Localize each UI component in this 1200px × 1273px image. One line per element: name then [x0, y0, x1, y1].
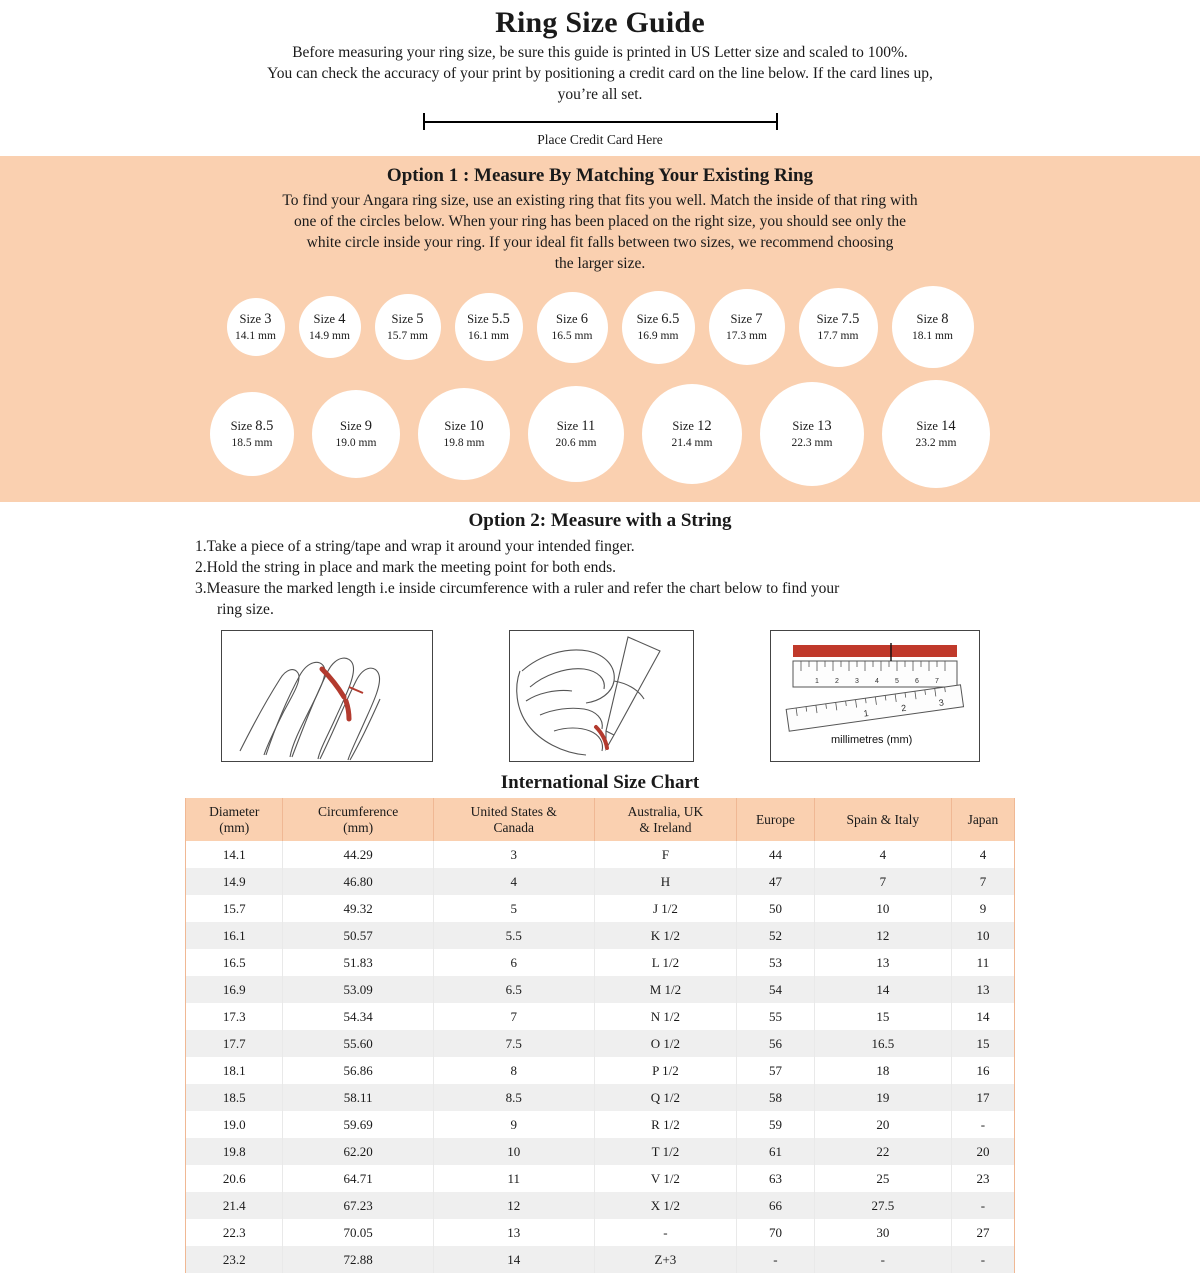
table-cell: 14: [433, 1246, 594, 1273]
table-header-row: [186, 798, 1015, 841]
table-cell: 11: [433, 1165, 594, 1192]
option-2-step-3-continued: ring size.: [217, 601, 274, 618]
table-cell: -: [951, 1192, 1014, 1219]
table-cell: 22.3: [186, 1219, 283, 1246]
table-cell: 19.8: [186, 1138, 283, 1165]
table-cell: 47: [737, 868, 815, 895]
column-header: Spain & Italy: [814, 798, 951, 841]
ring-diameter-label: 18.1 mm: [912, 329, 953, 342]
table-cell: 55.60: [283, 1030, 433, 1057]
credit-card-label: Place Credit Card Here: [537, 132, 663, 147]
column-header: Diameter (mm): [186, 798, 283, 841]
ring-diameter-label: 16.5 mm: [551, 329, 593, 342]
option-1-body: [200, 190, 1000, 274]
ring-diameter-label: 17.7 mm: [817, 329, 859, 342]
table-cell: 12: [814, 922, 951, 949]
table-cell: -: [951, 1111, 1014, 1138]
svg-text:2: 2: [899, 702, 907, 714]
table-row: [186, 1057, 1015, 1084]
ring-diameter-label: 22.3 mm: [791, 436, 833, 449]
ring-diameter-label: 18.5 mm: [231, 436, 273, 449]
table-row: [186, 1084, 1015, 1111]
table-cell: N 1/2: [594, 1003, 736, 1030]
table-cell: 44: [737, 841, 815, 868]
ruler-unit-label: millimetres (mm): [830, 734, 912, 746]
table-cell: 61: [737, 1138, 815, 1165]
ring-diameter-label: 20.6 mm: [555, 436, 597, 449]
ring-size-circle[interactable]: [642, 384, 742, 484]
table-cell: 14: [951, 1003, 1014, 1030]
table-cell: 17: [951, 1084, 1014, 1111]
table-cell: 54: [737, 976, 815, 1003]
table-cell: 14.9: [186, 868, 283, 895]
string-on-finger-drawing: [222, 631, 432, 761]
table-cell: 70.05: [283, 1219, 433, 1246]
option-1-line-3: white circle inside your ring. If your ideal fit falls between two sizes, we recommend choosing: [306, 234, 894, 251]
ring-size-label: Size 14: [916, 418, 956, 435]
intro-text: [185, 42, 1015, 105]
ring-size-circle[interactable]: [312, 390, 400, 478]
table-row: [186, 949, 1015, 976]
table-cell: H: [594, 868, 736, 895]
table-cell: 23: [951, 1165, 1014, 1192]
table-cell: 51.83: [283, 949, 433, 976]
ring-circle-row-1: [0, 286, 1200, 368]
table-cell: 18.5: [186, 1084, 283, 1111]
intro-line-3: you’re all set.: [557, 86, 643, 103]
ring-diameter-label: 17.3 mm: [726, 329, 767, 342]
illustration-ruler: [770, 630, 980, 762]
ring-size-circle[interactable]: [882, 380, 990, 488]
svg-text:1: 1: [814, 678, 819, 685]
table-cell: 20: [814, 1111, 951, 1138]
table-cell: 56.86: [283, 1057, 433, 1084]
option-2-step-2: 2.Hold the string in place and mark the meeting point for both ends.: [195, 559, 616, 576]
table-cell: 21.4: [186, 1192, 283, 1219]
ring-size-circle[interactable]: [528, 386, 624, 482]
table-cell: 7: [951, 868, 1014, 895]
table-cell: 4: [951, 841, 1014, 868]
table-cell: 53.09: [283, 976, 433, 1003]
table-cell: 25: [814, 1165, 951, 1192]
table-cell: 4: [433, 868, 594, 895]
option-2-step-3: 3.Measure the marked length i.e inside circumference with a ruler and refer the chart below to find your: [195, 580, 840, 597]
intro-line-1: Before measuring your ring size, be sure this guide is printed in US Letter size and scaled to 100%.: [292, 44, 908, 61]
table-cell: 16.9: [186, 976, 283, 1003]
table-cell: 50: [737, 895, 815, 922]
table-cell: -: [814, 1246, 951, 1273]
table-row: [186, 1219, 1015, 1246]
ruler-drawing: [771, 631, 979, 761]
table-cell: 59.69: [283, 1111, 433, 1138]
table-cell: 27: [951, 1219, 1014, 1246]
ring-diameter-label: 15.7 mm: [387, 329, 428, 342]
svg-text:1: 1: [862, 707, 869, 719]
table-cell: 10: [951, 922, 1014, 949]
table-cell: 9: [951, 895, 1014, 922]
table-cell: 17.3: [186, 1003, 283, 1030]
table-cell: 20: [951, 1138, 1014, 1165]
table-cell: 16.1: [186, 922, 283, 949]
option-2-steps: [195, 536, 1005, 620]
table-row: [186, 895, 1015, 922]
ring-size-label: Size 9: [340, 418, 372, 435]
table-cell: 15: [814, 1003, 951, 1030]
ring-size-label: Size 8: [916, 311, 949, 328]
table-cell: -: [737, 1246, 815, 1273]
ring-size-circle[interactable]: [375, 294, 441, 360]
table-cell: 12: [433, 1192, 594, 1219]
ring-diameter-label: 14.9 mm: [309, 329, 350, 342]
ring-size-circle[interactable]: [760, 382, 864, 486]
table-cell: 52: [737, 922, 815, 949]
table-cell: T 1/2: [594, 1138, 736, 1165]
table-cell: 15.7: [186, 895, 283, 922]
table-cell: 55: [737, 1003, 815, 1030]
table-cell: 44.29: [283, 841, 433, 868]
table-cell: M 1/2: [594, 976, 736, 1003]
table-cell: 10: [814, 895, 951, 922]
credit-card-cap-right: [776, 113, 778, 130]
ring-size-label: Size 7: [730, 311, 763, 328]
table-cell: 16: [951, 1057, 1014, 1084]
illustration-row: [0, 630, 1200, 762]
ring-size-label: Size 10: [444, 418, 484, 435]
table-row: [186, 922, 1015, 949]
credit-card-ruler: [0, 113, 1200, 148]
svg-text:3: 3: [854, 678, 859, 685]
ring-size-label: Size 12: [672, 418, 712, 435]
table-cell: J 1/2: [594, 895, 736, 922]
ring-size-circle[interactable]: [799, 288, 878, 367]
table-cell: 13: [433, 1219, 594, 1246]
svg-text:7: 7: [934, 678, 939, 685]
svg-text:2: 2: [834, 678, 839, 685]
table-cell: -: [594, 1219, 736, 1246]
svg-text:4: 4: [874, 678, 879, 685]
ring-size-circle[interactable]: [299, 296, 361, 358]
table-cell: -: [951, 1246, 1014, 1273]
credit-card-line: [423, 121, 778, 123]
intro-line-2: You can check the accuracy of your print by positioning a credit card on the line below. If the card lines up,: [267, 65, 933, 82]
table-cell: 13: [814, 949, 951, 976]
table-row: [186, 1246, 1015, 1273]
column-header: Australia, UK & Ireland: [594, 798, 736, 841]
table-row: [186, 1192, 1015, 1219]
page-title: Ring Size Guide: [495, 6, 705, 39]
table-row: [186, 841, 1015, 868]
table-cell: 58: [737, 1084, 815, 1111]
ring-diameter-label: 14.1 mm: [235, 329, 276, 342]
table-cell: 8: [433, 1057, 594, 1084]
table-cell: Z+3: [594, 1246, 736, 1273]
ring-size-label: Size 3: [239, 311, 272, 328]
ring-size-label: Size 5.5: [467, 311, 510, 328]
table-cell: 70: [737, 1219, 815, 1246]
option-1-line-2: one of the circles below. When your ring has been placed on the right size, you should see only the: [293, 213, 907, 230]
ring-size-label: Size 4: [313, 311, 346, 328]
table-cell: 20.6: [186, 1165, 283, 1192]
table-cell: 6.5: [433, 976, 594, 1003]
column-header: Japan: [951, 798, 1014, 841]
table-cell: 5.5: [433, 922, 594, 949]
table-cell: 56: [737, 1030, 815, 1057]
table-cell: 30: [814, 1219, 951, 1246]
table-cell: 5: [433, 895, 594, 922]
table-cell: 50.57: [283, 922, 433, 949]
table-cell: 23.2: [186, 1246, 283, 1273]
ring-size-label: Size 6.5: [636, 311, 680, 328]
table-cell: F: [594, 841, 736, 868]
table-cell: 53: [737, 949, 815, 976]
option-2-heading: Option 2: Measure with a String: [468, 510, 732, 531]
ring-size-label: Size 8.5: [230, 418, 274, 435]
table-cell: 15: [951, 1030, 1014, 1057]
table-cell: 59: [737, 1111, 815, 1138]
table-cell: 18.1: [186, 1057, 283, 1084]
table-cell: 13: [951, 976, 1014, 1003]
table-cell: X 1/2: [594, 1192, 736, 1219]
illustration-mark-string: [509, 630, 694, 762]
table-row: [186, 1003, 1015, 1030]
ring-size-circle[interactable]: [418, 388, 510, 480]
table-cell: 7: [814, 868, 951, 895]
ring-diameter-label: 19.0 mm: [335, 436, 377, 449]
ring-size-label: Size 11: [556, 418, 596, 435]
table-cell: P 1/2: [594, 1057, 736, 1084]
table-cell: 62.20: [283, 1138, 433, 1165]
column-header: Europe: [737, 798, 815, 841]
table-cell: 6: [433, 949, 594, 976]
table-cell: 54.34: [283, 1003, 433, 1030]
table-cell: K 1/2: [594, 922, 736, 949]
ring-size-label: Size 13: [792, 418, 832, 435]
svg-text:5: 5: [894, 678, 899, 685]
table-cell: 18: [814, 1057, 951, 1084]
ring-diameter-label: 23.2 mm: [915, 436, 957, 449]
table-cell: 4: [814, 841, 951, 868]
ring-size-label: Size 5: [391, 311, 424, 328]
table-row: [186, 1030, 1015, 1057]
table-cell: 57: [737, 1057, 815, 1084]
table-cell: 7: [433, 1003, 594, 1030]
table-cell: 64.71: [283, 1165, 433, 1192]
option-2-step-1: 1.Take a piece of a string/tape and wrap it around your intended finger.: [195, 538, 635, 555]
table-cell: 27.5: [814, 1192, 951, 1219]
credit-card-bar: [423, 113, 778, 129]
table-cell: L 1/2: [594, 949, 736, 976]
table-cell: 17.7: [186, 1030, 283, 1057]
table-cell: 63: [737, 1165, 815, 1192]
ring-diameter-label: 21.4 mm: [671, 436, 713, 449]
table-cell: 10: [433, 1138, 594, 1165]
table-cell: 16.5: [186, 949, 283, 976]
svg-text:6: 6: [914, 678, 919, 685]
ring-circle-row-2: [0, 380, 1200, 488]
option-1-line-1: To find your Angara ring size, use an existing ring that fits you well. Match the inside of that ring with: [282, 192, 918, 209]
table-row: [186, 1138, 1015, 1165]
table-cell: 7.5: [433, 1030, 594, 1057]
table-cell: R 1/2: [594, 1111, 736, 1138]
table-cell: 66: [737, 1192, 815, 1219]
option-1-panel: [0, 156, 1200, 502]
table-row: [186, 868, 1015, 895]
mark-string-drawing: [510, 631, 693, 761]
ring-size-circle[interactable]: [709, 289, 785, 365]
table-cell: Q 1/2: [594, 1084, 736, 1111]
table-cell: 8.5: [433, 1084, 594, 1111]
table-cell: 16.5: [814, 1030, 951, 1057]
ring-size-circle[interactable]: [455, 293, 523, 361]
table-cell: 14: [814, 976, 951, 1003]
ring-diameter-label: 16.9 mm: [637, 329, 679, 342]
ring-size-circle[interactable]: [210, 392, 294, 476]
table-cell: 3: [433, 841, 594, 868]
option-2-section: [0, 510, 1200, 762]
table-cell: V 1/2: [594, 1165, 736, 1192]
ring-size-circle[interactable]: [622, 291, 695, 364]
ring-size-circle[interactable]: [227, 298, 285, 356]
table-cell: 19.0: [186, 1111, 283, 1138]
international-size-chart: [185, 798, 1015, 1273]
table-cell: 46.80: [283, 868, 433, 895]
table-row: [186, 976, 1015, 1003]
table-cell: 22: [814, 1138, 951, 1165]
column-header: Circumference (mm): [283, 798, 433, 841]
option-1-heading: Option 1 : Measure By Matching Your Existing Ring: [386, 165, 814, 186]
ring-size-guide-page: [0, 6, 1200, 1267]
ring-size-label: Size 7.5: [816, 311, 860, 328]
svg-text:3: 3: [937, 697, 944, 709]
table-cell: 19: [814, 1084, 951, 1111]
table-cell: 58.11: [283, 1084, 433, 1111]
table-cell: 72.88: [283, 1246, 433, 1273]
table-cell: 11: [951, 949, 1014, 976]
table-cell: 49.32: [283, 895, 433, 922]
table-cell: 9: [433, 1111, 594, 1138]
column-header: United States & Canada: [433, 798, 594, 841]
table-cell: 14.1: [186, 841, 283, 868]
table-row: [186, 1111, 1015, 1138]
table-row: [186, 1165, 1015, 1192]
ring-diameter-label: 19.8 mm: [443, 436, 485, 449]
table-cell: O 1/2: [594, 1030, 736, 1057]
ring-size-label: Size 6: [556, 311, 588, 328]
ring-size-circle[interactable]: [892, 286, 974, 368]
ring-diameter-label: 16.1 mm: [468, 329, 509, 342]
international-chart-title: International Size Chart: [500, 772, 700, 793]
option-1-line-4: the larger size.: [554, 255, 646, 272]
table-cell: 67.23: [283, 1192, 433, 1219]
illustration-string-on-finger: [221, 630, 433, 762]
ring-size-circle[interactable]: [537, 292, 608, 363]
